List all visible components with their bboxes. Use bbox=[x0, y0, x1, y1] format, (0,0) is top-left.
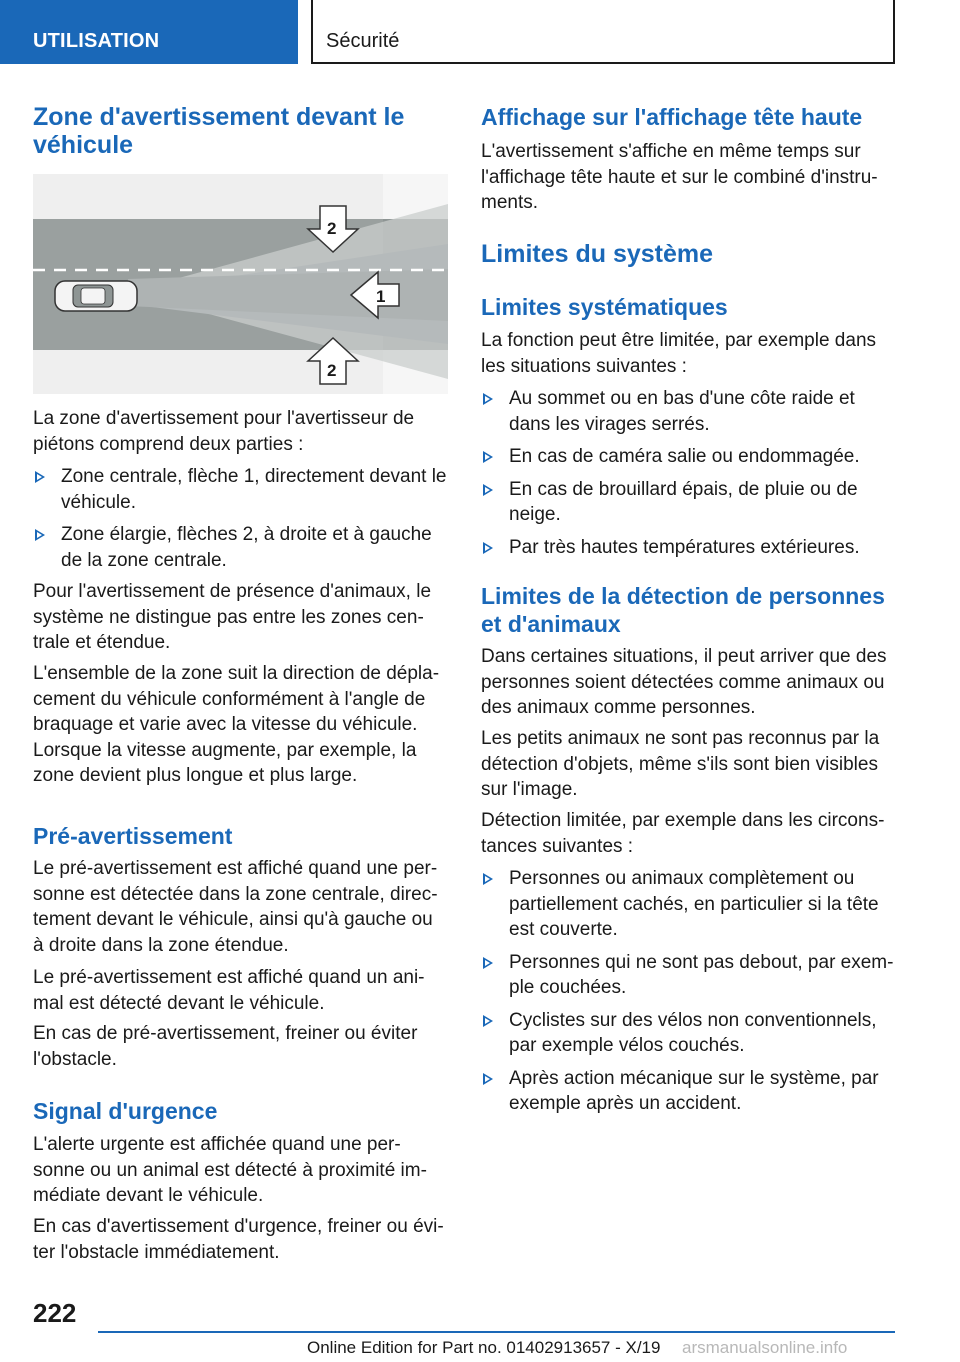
figure-label-2-bottom: 2 bbox=[327, 361, 337, 380]
paragraph: Détection limitée, par exemple dans les circons-tances suivantes : bbox=[481, 810, 885, 857]
triangle-bullet-icon bbox=[483, 451, 493, 463]
triangle-bullet-icon bbox=[483, 957, 493, 969]
list-item: Zone centrale, flèche 1, directement devant le véhicule. bbox=[33, 464, 448, 515]
list-item: Personnes qui ne sont pas debout, par exem-ple couchées. bbox=[481, 950, 897, 1001]
paragraph: L'avertissement s'affiche en même temps sur l'affichage tête haute et sur le combiné d'instru-ments. bbox=[481, 141, 878, 213]
section-title-warning-zone: Zone d'avertissement devant le véhicule bbox=[33, 103, 405, 159]
bullet-list-limits bbox=[481, 386, 897, 560]
section-title-system-limits: Limites du système bbox=[481, 240, 714, 268]
triangle-bullet-icon bbox=[483, 542, 493, 554]
paragraph: En cas de pré-avertissement, freiner ou éviter l'obstacle. bbox=[33, 1023, 418, 1070]
bullet-list-zones bbox=[33, 464, 448, 573]
list-item: Par très hautes températures extérieures. bbox=[481, 535, 897, 561]
chapter-label: Sécurité bbox=[326, 30, 400, 52]
triangle-bullet-icon bbox=[35, 471, 45, 483]
paragraph: L'ensemble de la zone suit la direction de dépla-cement du véhicule conformément à l'angle de braquage et varie avec la vitesse du véhicule. Lorsque la vitesse augmente, par exemple, la zone devient plus longue et plus large. bbox=[33, 663, 440, 786]
triangle-bullet-icon bbox=[35, 529, 45, 541]
triangle-bullet-icon bbox=[483, 1015, 493, 1027]
footer-divider bbox=[98, 1331, 895, 1333]
section-title-pre-warning: Pré-avertissement bbox=[33, 823, 233, 849]
triangle-bullet-icon bbox=[483, 393, 493, 405]
bullet-list-detection bbox=[481, 866, 897, 1117]
footer-edition: Online Edition for Part no. 01402913657 - X/19 bbox=[307, 1338, 661, 1357]
paragraph: Pour l'avertissement de présence d'animaux, le système ne distingue pas entre les zones cen-trale et étendue. bbox=[33, 581, 432, 653]
section-title-systematic-limits: Limites systématiques bbox=[481, 294, 728, 320]
paragraph: Le pré-avertissement est affiché quand un ani-mal est détecté devant le véhicule. bbox=[33, 967, 425, 1014]
triangle-bullet-icon bbox=[483, 1073, 493, 1085]
left-column-text bbox=[33, 0, 448, 1300]
paragraph: Dans certaines situations, il peut arriver que des personnes soient détectées comme animaux ou des animaux comme personnes. bbox=[481, 646, 887, 718]
footer-watermark: arsmanualsonline.info bbox=[682, 1338, 848, 1357]
paragraph: Les petits animaux ne sont pas reconnus par la détection d'objets, même s'ils sont bien visibles sur l'image. bbox=[481, 728, 880, 800]
list-item: Après action mécanique sur le système, par exemple après un accident. bbox=[481, 1066, 897, 1117]
list-item: En cas de brouillard épais, de pluie ou de neige. bbox=[481, 477, 897, 528]
list-item: Zone élargie, flèches 2, à droite et à gauche de la zone centrale. bbox=[33, 522, 448, 573]
section-title-hud: Affichage sur l'affichage tête haute bbox=[481, 104, 863, 130]
figure-label-1: 1 bbox=[376, 287, 386, 306]
list-item: Personnes ou animaux complètement ou partiellement cachés, en particulier si la tête est couverte. bbox=[481, 866, 897, 943]
paragraph: Le pré-avertissement est affiché quand une per-sonne est détectée dans la zone centrale, direc-tement devant le véhicule, ainsi qu'à gauche ou à droite dans la zone étendue. bbox=[33, 858, 438, 956]
triangle-bullet-icon bbox=[483, 873, 493, 885]
paragraph: La fonction peut être limitée, par exemple dans les situations suivantes : bbox=[481, 330, 877, 377]
list-item: Cyclistes sur des vélos non conventionnels, par exemple vélos couchés. bbox=[481, 1008, 897, 1059]
paragraph: L'alerte urgente est affichée quand une per-sonne ou un animal est détecté à proximité im-médiate devant le véhicule. bbox=[33, 1134, 427, 1206]
section-label: UTILISATION bbox=[33, 30, 160, 52]
paragraph: En cas d'avertissement d'urgence, freiner ou évi-ter l'obstacle immédiatement. bbox=[33, 1216, 444, 1263]
figure-label-2-top: 2 bbox=[327, 219, 337, 238]
right-column bbox=[481, 0, 897, 1300]
list-item: En cas de caméra salie ou endommagée. bbox=[481, 444, 897, 470]
page-number: 222 bbox=[33, 1298, 77, 1328]
section-title-emergency-signal: Signal d'urgence bbox=[33, 1098, 218, 1124]
paragraph: La zone d'avertissement pour l'avertisseur de piétons comprend deux parties : bbox=[33, 408, 415, 455]
section-title-detection-limits: Limites de la détection de personnes et d'animaux bbox=[481, 583, 885, 637]
triangle-bullet-icon bbox=[483, 484, 493, 496]
list-item: Au sommet ou en bas d'une côte raide et dans les virages serrés. bbox=[481, 386, 897, 437]
